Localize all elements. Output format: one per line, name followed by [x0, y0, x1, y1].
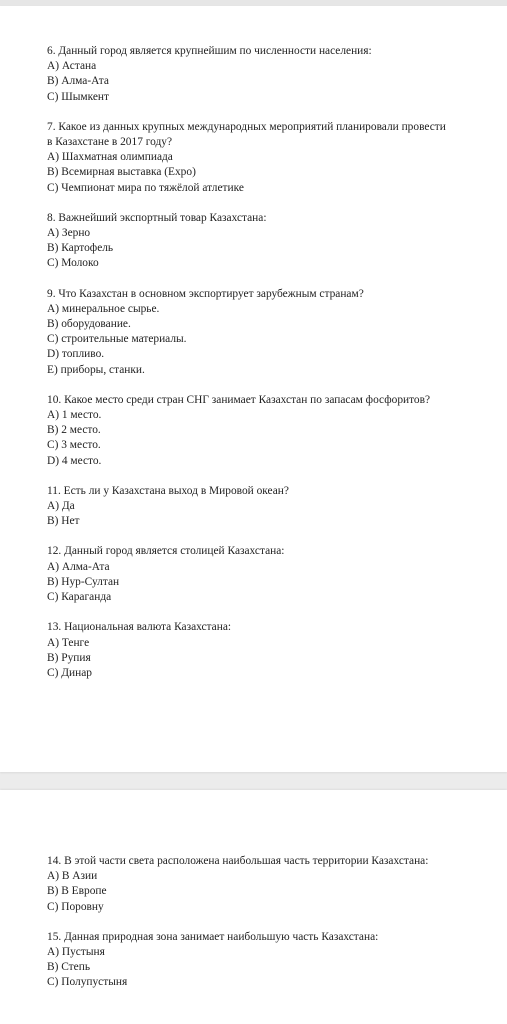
- question-8: [47, 211, 447, 272]
- answer-option: D) топливо.: [47, 348, 105, 361]
- answer-option: A) Пустыня: [47, 946, 105, 959]
- question-7: [47, 120, 447, 196]
- question-6: [47, 44, 447, 105]
- answer-option: B) Картофель: [47, 242, 114, 255]
- question-12: [47, 544, 447, 605]
- answer-option: A) Зерно: [47, 227, 91, 240]
- answer-option: C) Шымкент: [47, 90, 109, 103]
- answer-option: C) Поровну: [47, 900, 104, 913]
- document-page-2: [0, 790, 507, 1024]
- answer-option: A) Астана: [47, 60, 97, 73]
- question-text: 11. Есть ли у Казахстана выход в Мировой океан?: [47, 484, 289, 497]
- answer-option: A) минеральное сырье.: [47, 302, 160, 315]
- answer-option: A) Да: [47, 500, 75, 513]
- question-10: [47, 393, 447, 469]
- answer-option: A) Шахматная олимпиада: [47, 151, 173, 164]
- answer-option: B) Нур-Султан: [47, 575, 120, 588]
- answer-option: B) 2 место.: [47, 424, 101, 437]
- answer-option: A) 1 место.: [47, 409, 102, 422]
- question-11: [47, 484, 447, 530]
- answer-option: A) Тенге: [47, 636, 90, 649]
- question-13: [47, 620, 447, 681]
- question-text: 10. Какое место среди стран СНГ занимает Казахстан по запасам фосфоритов?: [47, 393, 431, 406]
- question-text: 12. Данный город является столицей Казахстана:: [47, 545, 285, 558]
- answer-option: C) Полупустыня: [47, 976, 128, 989]
- answer-option: D) 4 место.: [47, 454, 102, 467]
- document-page-1: [0, 6, 507, 772]
- question-14: [47, 854, 447, 915]
- answer-option: C) Караганда: [47, 591, 112, 604]
- answer-option: C) Молоко: [47, 257, 99, 270]
- question-text: 9. Что Казахстан в основном экспортирует зарубежным странам?: [47, 287, 364, 300]
- answer-option: B) оборудование.: [47, 318, 131, 331]
- question-text: 14. В этой части света расположена наибольшая часть территории Казахстана:: [47, 855, 429, 867]
- answer-option: C) строительные материалы.: [47, 333, 187, 346]
- answer-option: B) Нет: [47, 515, 80, 528]
- question-text: 8. Важнейший экспортный товар Казахстана:: [47, 211, 267, 224]
- answer-option: A) Алма-Ата: [47, 560, 110, 573]
- answer-option: C) 3 место.: [47, 439, 101, 452]
- answer-option: B) Алма-Ата: [47, 75, 109, 88]
- answer-option: B) Степь: [47, 961, 91, 974]
- answer-option: B) В Европе: [47, 885, 107, 898]
- question-text: 6. Данный город является крупнейшим по численности населения:: [47, 45, 372, 57]
- answer-option: A) В Азии: [47, 870, 98, 883]
- question-15: [47, 930, 447, 991]
- answer-option: C) Динар: [47, 666, 92, 679]
- question-text: 7. Какое из данных крупных международных мероприятий планировали провести в Казахстане в 2017 году?: [47, 120, 449, 149]
- answer-option: B) Рупия: [47, 651, 91, 664]
- question-text: 13. Национальная валюта Казахстана:: [47, 621, 232, 634]
- answer-option: E) приборы, станки.: [47, 363, 145, 376]
- answer-option: C) Чемпионат мира по тяжёлой атлетике: [47, 181, 244, 194]
- question-list-page-2: [47, 854, 447, 1006]
- question-list-page-1: [47, 44, 447, 696]
- answer-option: B) Всемирная выставка (Expo): [47, 166, 196, 179]
- question-9: [47, 287, 447, 378]
- question-text: 15. Данная природная зона занимает наибольшую часть Казахстана:: [47, 930, 379, 943]
